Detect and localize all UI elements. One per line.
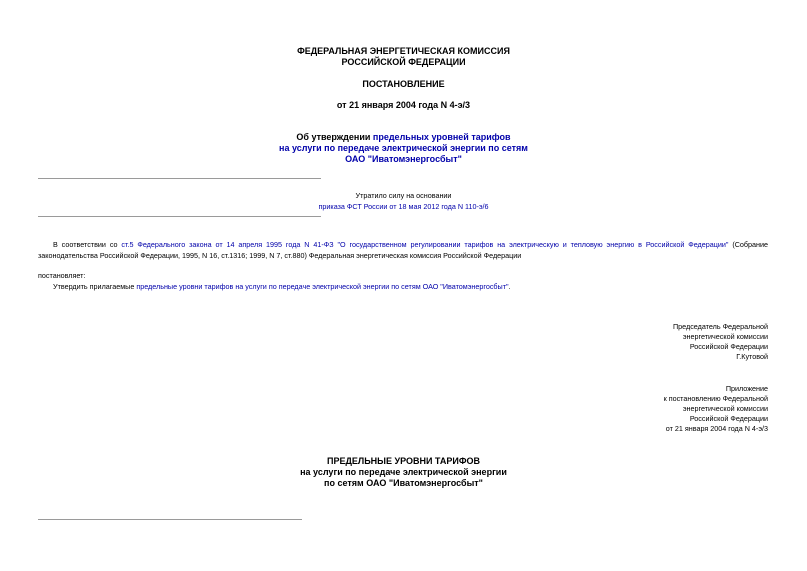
status-link[interactable]: приказа ФСТ России от 18 мая 2012 года N 110-э/6 <box>318 202 489 211</box>
doc-date: от 21 января 2004 года N 4-э/3 <box>336 100 471 110</box>
appendix-line-1: Приложение <box>725 384 768 393</box>
annex-title-line-3: по сетям ОАО "Иватомэнергосбыт" <box>324 478 483 488</box>
divider-bottom <box>38 216 321 217</box>
signature-line-2: энергетической комиссии <box>682 332 768 341</box>
org-name <box>0 46 807 68</box>
divider-top <box>38 178 321 179</box>
p2-prefix: Утвердить прилагаемые <box>53 282 137 291</box>
p1-prefix: В соответствии со <box>53 240 122 249</box>
org-line-2: РОССИЙСКОЙ ФЕДЕРАЦИИ <box>341 57 466 67</box>
appendix-line-4: Российской Федерации <box>689 414 768 423</box>
appendix-block <box>664 384 768 434</box>
title-link-line-2[interactable]: на услуги по передаче электрической энергии по сетям <box>279 143 528 153</box>
title-prefix: Об утверждении <box>296 132 373 142</box>
doc-title <box>0 132 807 165</box>
signature-block <box>673 322 768 362</box>
annex-title-line-1: ПРЕДЕЛЬНЫЕ УРОВНИ ТАРИФОВ <box>326 456 481 466</box>
signature-line-3: Российской Федерации <box>689 342 768 351</box>
title-link-line-1[interactable]: предельных уровней тарифов <box>372 132 511 142</box>
p2-tariffs-link[interactable]: предельные уровни тарифов на услуги по передаче электрической энергии по сетям ОАО "Иватомэнергосбыт" <box>136 282 509 291</box>
annex-title-line-2: на услуги по передаче электрической энергии <box>300 467 507 477</box>
body-paragraph-2 <box>53 281 768 292</box>
org-line-1: ФЕДЕРАЛЬНАЯ ЭНЕРГЕТИЧЕСКАЯ КОМИССИЯ <box>297 46 510 56</box>
title-line-1 <box>0 132 807 143</box>
resolves-text: постановляет: <box>38 271 86 280</box>
doc-type: ПОСТАНОВЛЕНИЕ <box>362 79 445 89</box>
p1-law-link[interactable]: ст.5 Федерального закона от 14 апреля 1995 года N 41-ФЗ "О государственном регулировании тарифов на электрическую и тепловую энергию в Российской Федерации" <box>121 240 729 249</box>
status-text: Утратило силу на основании <box>355 191 452 200</box>
appendix-line-3: энергетической комиссии <box>682 404 768 413</box>
body-paragraph-1 <box>38 239 768 261</box>
signature-line-4: Г.Кутовой <box>736 352 768 361</box>
annex-title <box>0 456 807 489</box>
signature-line-1: Председатель Федеральной <box>673 322 768 331</box>
appendix-line-2: к постановлению Федеральной <box>663 394 768 403</box>
p1-suffix: (Собрание законодательства Российской Федерации, 1995, N 16, ст.1316; 1999, N 7, ст.880) Федеральная энергетическая комиссия Российской Федерации <box>38 240 769 260</box>
divider-annex <box>38 519 302 520</box>
appendix-line-5: от 21 января 2004 года N 4-э/3 <box>665 424 768 433</box>
title-link-line-3[interactable]: ОАО "Иватомэнергосбыт" <box>345 154 462 164</box>
p2-suffix: . <box>508 282 511 291</box>
